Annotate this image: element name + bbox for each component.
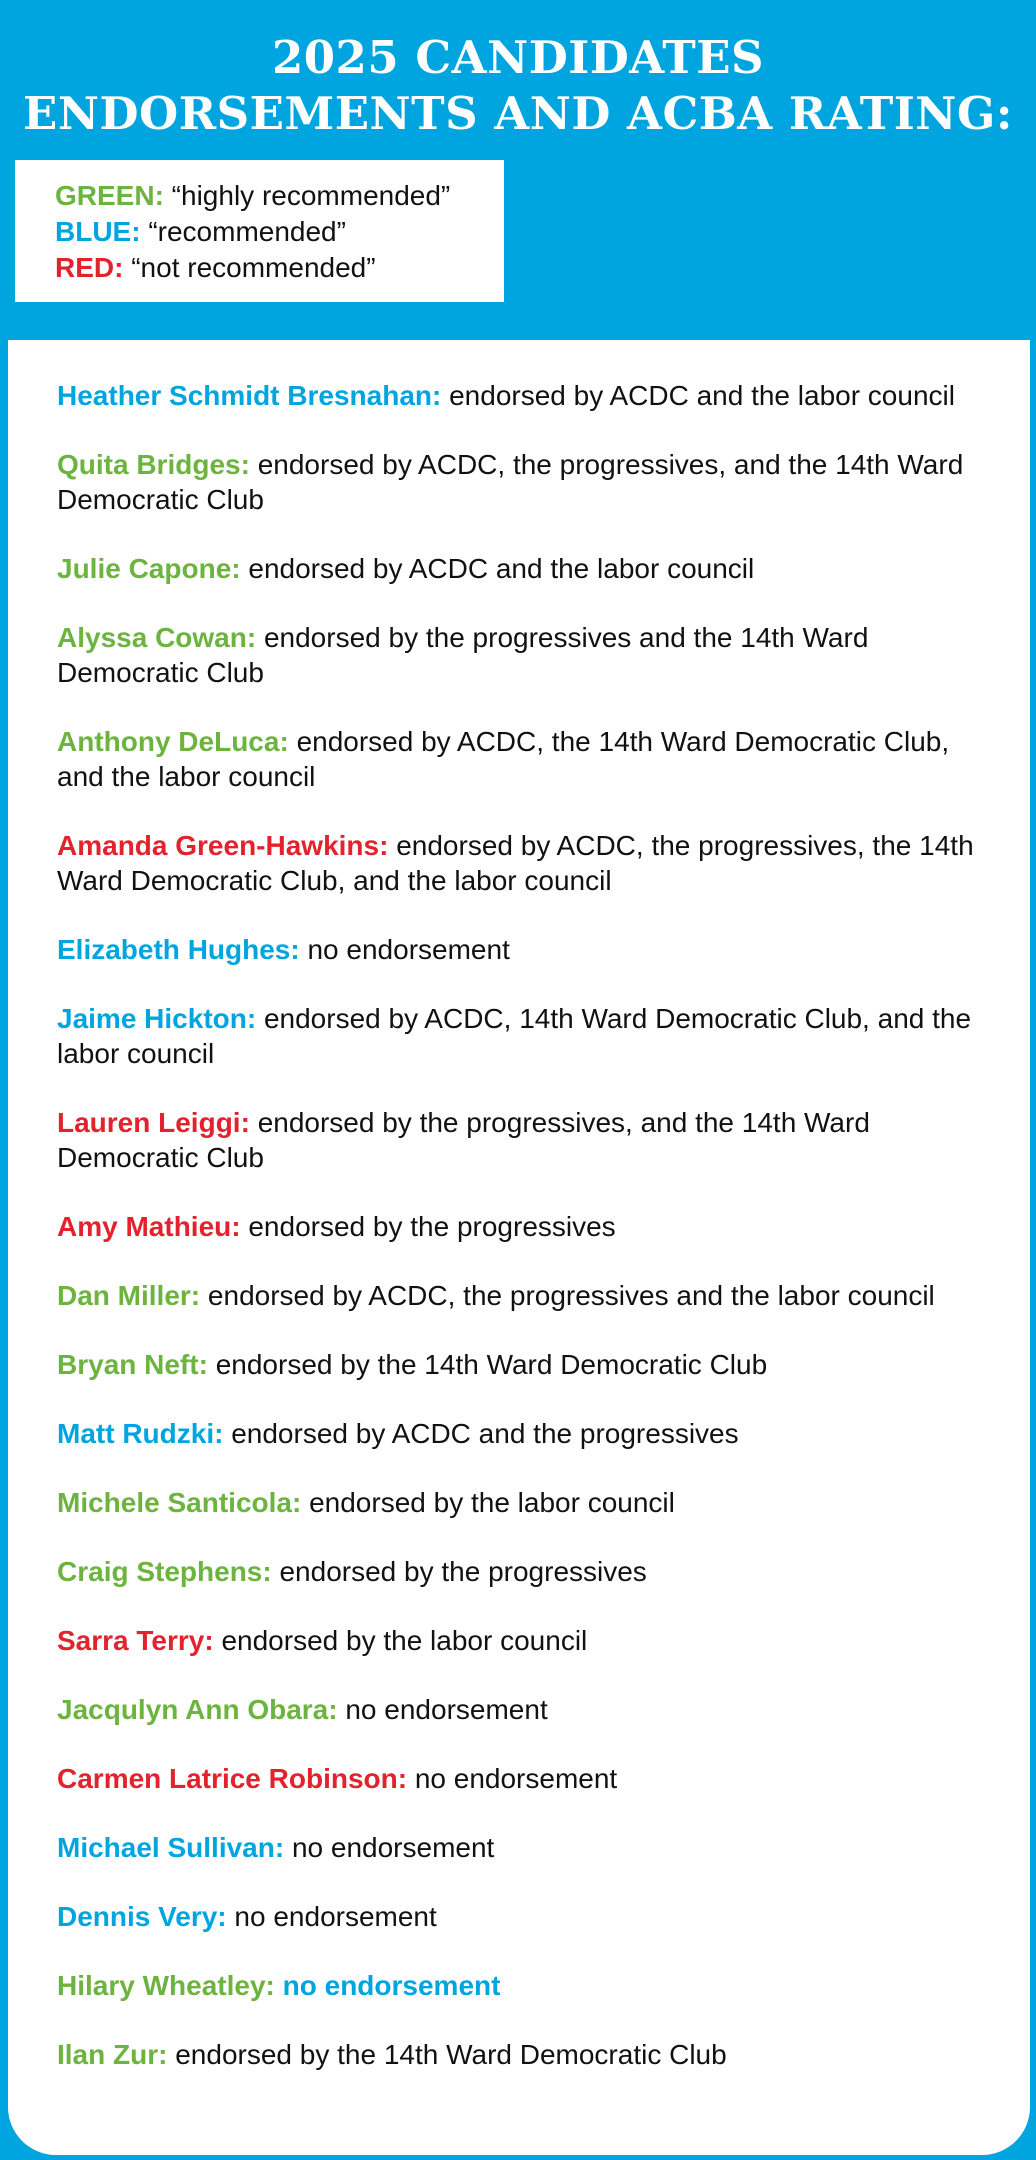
candidate-name: Ilan Zur: <box>57 2039 168 2070</box>
endorsement-text: endorsed by ACDC and the labor council <box>248 553 755 584</box>
candidate-name: Alyssa Cowan: <box>57 622 257 653</box>
candidate-name: Lauren Leiggi: <box>57 1107 250 1138</box>
endorsement-text: endorsed by the 14th Ward Democratic Club <box>215 1349 768 1380</box>
candidate-entry <box>57 2037 997 2072</box>
candidate-name: Jaime Hickton: <box>57 1003 257 1034</box>
candidate-entry <box>57 378 997 413</box>
candidate-entry <box>57 1899 997 1934</box>
legend-text: “not recommended” <box>123 252 376 283</box>
candidate-name: Bryan Neft: <box>57 1349 208 1380</box>
candidate-name: Amanda Green-Hawkins: <box>57 830 389 861</box>
candidate-list <box>57 378 997 2106</box>
candidate-entry <box>57 1416 997 1451</box>
endorsement-text: endorsed by the progressives and the 14th Ward Democratic Club <box>57 622 869 688</box>
endorsement-text: endorsed by ACDC, 14th Ward Democratic Club, and the labor council <box>57 1003 972 1069</box>
candidate-name: Michele Santicola: <box>57 1487 302 1518</box>
candidate-name: Elizabeth Hughes: <box>57 934 300 965</box>
endorsement-text: endorsed by the 14th Ward Democratic Club <box>175 2039 727 2070</box>
candidate-entry <box>57 1968 997 2003</box>
candidate-entry <box>57 620 997 690</box>
rating-legend <box>15 160 504 302</box>
candidate-entry <box>57 932 997 967</box>
candidate-entry <box>57 828 997 898</box>
candidate-entry <box>57 1554 997 1589</box>
candidate-entry <box>57 1830 997 1865</box>
endorsement-text: no endorsement <box>282 1970 501 2001</box>
candidate-entry <box>57 1761 997 1796</box>
endorsement-text: no endorsement <box>307 934 510 965</box>
candidate-name: Dennis Very: <box>57 1901 227 1932</box>
legend-text: “recommended” <box>140 216 346 247</box>
candidate-name: Carmen Latrice Robinson: <box>57 1763 408 1794</box>
endorsement-text: endorsed by ACDC, the progressives and the labor council <box>207 1280 935 1311</box>
title-line-1: 2025 CANDIDATES <box>271 31 765 84</box>
candidate-name: Craig Stephens: <box>57 1556 272 1587</box>
legend-row-red <box>55 250 504 286</box>
endorsement-text: no endorsement <box>345 1694 548 1725</box>
candidate-name: Anthony DeLuca: <box>57 726 289 757</box>
candidate-panel <box>8 340 1030 2155</box>
legend-row-blue <box>55 214 504 250</box>
candidate-name: Julie Capone: <box>57 553 241 584</box>
endorsement-text: endorsed by the progressives, and the 14th Ward Democratic Club <box>57 1107 870 1173</box>
candidate-name: Heather Schmidt Bresnahan: <box>57 380 442 411</box>
endorsement-text: endorsed by ACDC, the 14th Ward Democratic Club, and the labor council <box>57 726 950 792</box>
endorsement-text: endorsed by ACDC, the progressives, the 14th Ward Democratic Club, and the labor council <box>57 830 974 896</box>
candidate-entry <box>57 1485 997 1520</box>
endorsement-text: endorsed by the progressives <box>279 1556 647 1587</box>
candidate-name: Matt Rudzki: <box>57 1418 224 1449</box>
endorsement-text: endorsed by the labor council <box>309 1487 675 1518</box>
candidate-name: Sarra Terry: <box>57 1625 214 1656</box>
legend-key: BLUE: <box>55 216 141 247</box>
endorsement-text: endorsed by ACDC and the labor council <box>449 380 955 411</box>
legend-key: RED: <box>55 252 124 283</box>
candidate-name: Michael Sullivan: <box>57 1832 285 1863</box>
endorsement-text: endorsed by ACDC and the progressives <box>231 1418 739 1449</box>
candidate-entry <box>57 1278 997 1313</box>
endorsement-text: no endorsement <box>291 1832 495 1863</box>
endorsement-text: no endorsement <box>234 1901 437 1932</box>
page-title <box>0 30 1036 142</box>
candidate-name: Quita Bridges: <box>57 449 250 480</box>
legend-text: “highly recommended” <box>163 180 451 211</box>
title-line-2: ENDORSEMENTS AND ACBA RATING: <box>23 87 1013 140</box>
legend-key: GREEN: <box>55 180 164 211</box>
candidate-entry <box>57 1209 997 1244</box>
candidate-name: Jacqulyn Ann Obara: <box>57 1694 338 1725</box>
header <box>0 0 1036 340</box>
candidate-entry <box>57 1001 997 1071</box>
candidate-name: Dan Miller: <box>57 1280 201 1311</box>
candidate-entry <box>57 724 997 794</box>
legend-row-green <box>55 178 504 214</box>
candidate-entry <box>57 1347 997 1382</box>
candidate-name: Hilary Wheatley: <box>57 1970 275 2001</box>
candidate-entry <box>57 447 997 517</box>
endorsement-text: endorsed by ACDC, the progressives, and the 14th Ward Democratic Club <box>57 449 964 515</box>
candidate-entry <box>57 1623 997 1658</box>
endorsement-text: endorsed by the progressives <box>248 1211 616 1242</box>
candidate-entry <box>57 1692 997 1727</box>
endorsement-text: endorsed by the labor council <box>221 1625 588 1656</box>
candidate-entry <box>57 551 997 586</box>
candidate-entry <box>57 1105 997 1175</box>
candidate-name: Amy Mathieu: <box>57 1211 241 1242</box>
endorsement-text: no endorsement <box>414 1763 618 1794</box>
